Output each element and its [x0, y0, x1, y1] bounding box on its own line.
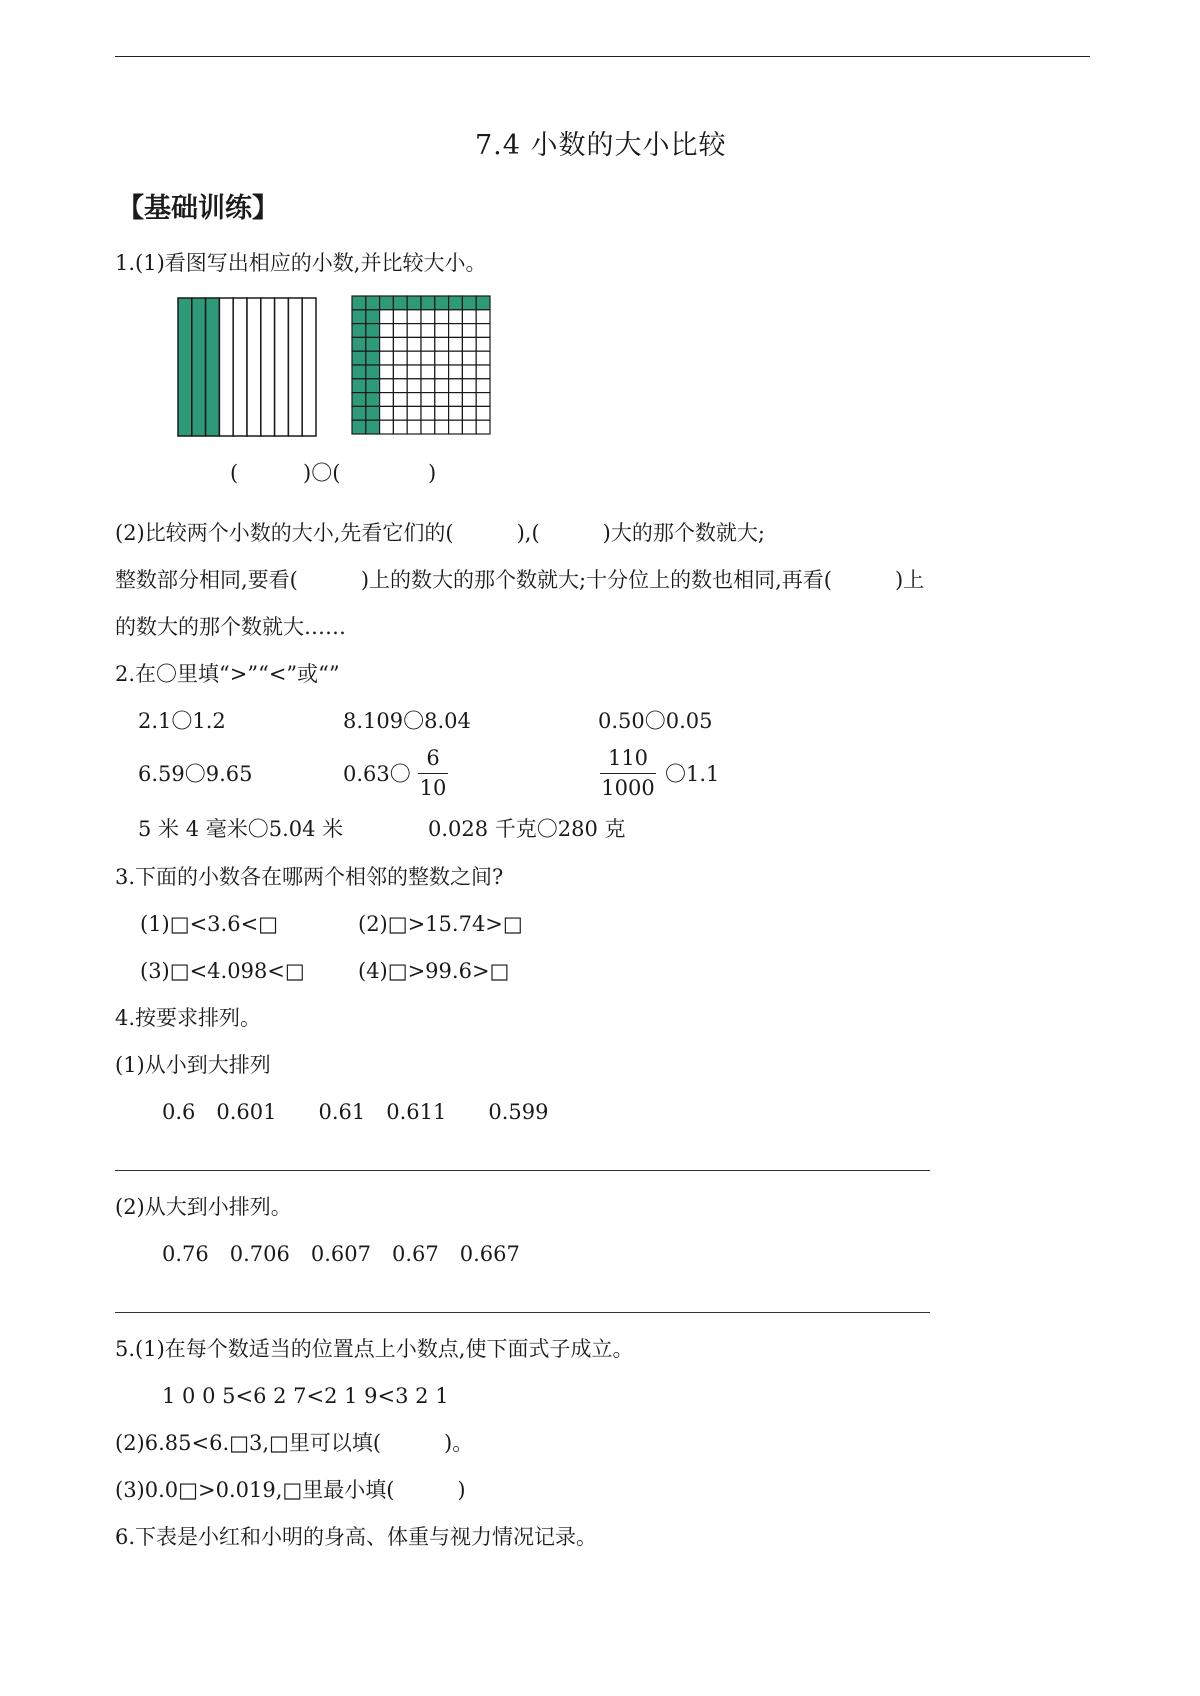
- hundredths-cell: [380, 351, 394, 365]
- hundredths-cell: [380, 420, 394, 434]
- hundredths-cell: [380, 337, 394, 351]
- tenths-strip: [261, 298, 275, 436]
- q2-item: 2.1〇1.2: [138, 709, 226, 733]
- hundredths-cell: [435, 420, 449, 434]
- q4-sub1-numbers: 0.6 0.601 0.61 0.611 0.599: [162, 1100, 549, 1124]
- hundredths-cell: [462, 365, 476, 379]
- q1-blank-compare: )〇(: [303, 461, 341, 485]
- hundredths-cell: [407, 406, 421, 420]
- fraction-denominator: 10: [419, 776, 447, 800]
- fraction-numerator: 110: [607, 746, 649, 770]
- hundredths-cell: [393, 351, 407, 365]
- hundredths-cell: [407, 351, 421, 365]
- q2-item-prefix: 0.63〇: [343, 762, 411, 786]
- q1-part2-line3: 的数大的那个数就大……: [115, 615, 346, 639]
- hundredths-cell: [393, 337, 407, 351]
- hundredths-cell: [407, 337, 421, 351]
- tenths-strip: [275, 298, 289, 436]
- hundredths-cell: [380, 406, 394, 420]
- q2-item: 8.109〇8.04: [343, 709, 471, 733]
- fraction-numerator: 6: [426, 746, 440, 770]
- tenths-strip: [206, 298, 220, 436]
- hundredths-cell: [435, 296, 449, 310]
- hundredths-cell: [421, 351, 435, 365]
- hundredths-cell: [476, 310, 490, 324]
- hundredths-cell: [476, 296, 490, 310]
- q4-heading: 4.按要求排列。: [115, 1006, 262, 1030]
- hundredths-cell: [435, 337, 449, 351]
- hundredths-cell: [366, 351, 380, 365]
- header-rule: [115, 56, 1090, 57]
- hundredths-cell: [462, 310, 476, 324]
- hundredths-cell: [352, 420, 366, 434]
- hundredths-cell: [366, 296, 380, 310]
- hundredths-cell: [407, 365, 421, 379]
- hundredths-cell: [393, 296, 407, 310]
- hundredths-cell: [449, 296, 463, 310]
- hundredths-cell: [449, 351, 463, 365]
- q3-item: (1)□<3.6<□: [140, 912, 279, 936]
- hundredths-cell: [435, 379, 449, 393]
- tenths-strip: [178, 298, 192, 436]
- q5-part3: (3)0.0□>0.019,□里最小填( ): [115, 1478, 466, 1502]
- hundredths-cell: [476, 420, 490, 434]
- hundredths-cell: [407, 420, 421, 434]
- tenths-grid: [178, 298, 316, 436]
- hundredths-cell: [366, 365, 380, 379]
- hundredths-cell: [462, 406, 476, 420]
- fraction-denominator: 1000: [601, 776, 655, 800]
- q2-fraction: [600, 748, 656, 799]
- hundredths-cell: [380, 393, 394, 407]
- hundredths-cell: [366, 379, 380, 393]
- tenths-strip: [192, 298, 206, 436]
- q4-answer-line-2: [115, 1312, 930, 1313]
- hundredths-cell: [352, 324, 366, 338]
- hundredths-cell: [366, 310, 380, 324]
- hundredths-cell: [366, 324, 380, 338]
- hundredths-cell: [352, 296, 366, 310]
- q2-heading: 2.在〇里填“>”“<”或“”: [115, 662, 340, 686]
- hundredths-cell: [393, 365, 407, 379]
- q1-part1-text: 1.(1)看图写出相应的小数,并比较大小。: [115, 251, 487, 275]
- hundredths-cell: [449, 406, 463, 420]
- hundredths-cell: [352, 365, 366, 379]
- hundredths-cell: [449, 393, 463, 407]
- q3-heading: 3.下面的小数各在哪两个相邻的整数之间?: [115, 865, 504, 889]
- tenths-strip: [219, 298, 233, 436]
- hundredths-cell: [435, 365, 449, 379]
- hundredths-cell: [366, 406, 380, 420]
- hundredths-cell: [476, 379, 490, 393]
- hundredths-cell: [380, 324, 394, 338]
- tenths-strip: [288, 298, 302, 436]
- hundredths-cell: [476, 337, 490, 351]
- q2-item: 0.028 千克〇280 克: [428, 817, 626, 841]
- q3-item: (2)□>15.74>□: [358, 912, 523, 936]
- hundredths-cell: [421, 420, 435, 434]
- hundredths-cell: [421, 337, 435, 351]
- hundredths-cell: [462, 393, 476, 407]
- hundredths-cell: [449, 337, 463, 351]
- hundredths-cell: [476, 365, 490, 379]
- hundredths-grid: [352, 296, 490, 434]
- hundredths-cell: [476, 324, 490, 338]
- q6-heading: 6.下表是小红和小明的身高、体重与视力情况记录。: [115, 1525, 598, 1549]
- hundredths-cell: [435, 324, 449, 338]
- hundredths-cell: [407, 296, 421, 310]
- q4-sub2-numbers: 0.76 0.706 0.607 0.67 0.667: [162, 1242, 520, 1266]
- hundredths-cell: [462, 420, 476, 434]
- hundredths-cell: [393, 310, 407, 324]
- q1-blank-right: ): [428, 461, 437, 485]
- q2-item-suffix: 〇1.1: [665, 762, 720, 786]
- hundredths-cell: [366, 337, 380, 351]
- q2-item: 6.59〇9.65: [138, 762, 253, 786]
- q1-part2-line2: 整数部分相同,要看( )上的数大的那个数就大;十分位上的数也相同,再看( )上: [115, 568, 925, 592]
- hundredths-cell: [476, 393, 490, 407]
- hundredths-cell: [462, 379, 476, 393]
- hundredths-cell: [462, 324, 476, 338]
- hundredths-cell: [352, 351, 366, 365]
- hundredths-cell: [366, 393, 380, 407]
- hundredths-cell: [393, 324, 407, 338]
- hundredths-cell: [449, 324, 463, 338]
- hundredths-cell: [435, 393, 449, 407]
- hundredths-cell: [462, 296, 476, 310]
- hundredths-cell: [407, 379, 421, 393]
- hundredths-cell: [352, 379, 366, 393]
- q3-item: (4)□>99.6>□: [358, 959, 510, 983]
- hundredths-cell: [449, 379, 463, 393]
- hundredths-cell: [435, 310, 449, 324]
- hundredths-cell: [421, 296, 435, 310]
- hundredths-cell: [421, 393, 435, 407]
- q2-item: 5 米 4 毫米〇5.04 米: [138, 817, 344, 841]
- hundredths-cell: [393, 406, 407, 420]
- hundredths-cell: [476, 406, 490, 420]
- tenths-strip: [302, 298, 316, 436]
- hundredths-cell: [421, 324, 435, 338]
- hundredths-cell: [393, 393, 407, 407]
- hundredths-cell: [366, 420, 380, 434]
- q4-sub1: (1)从小到大排列: [115, 1053, 271, 1077]
- hundredths-cell: [393, 420, 407, 434]
- hundredths-cell: [352, 406, 366, 420]
- hundredths-cell: [352, 337, 366, 351]
- q3-item: (3)□<4.098<□: [140, 959, 305, 983]
- fraction-bar: [418, 773, 448, 774]
- hundredths-cell: [435, 406, 449, 420]
- hundredths-cell: [407, 393, 421, 407]
- hundredths-cell: [421, 406, 435, 420]
- q5-expression: 1 0 0 5<6 2 7<2 1 9<3 2 1: [162, 1384, 449, 1408]
- section-heading: 【基础训练】: [117, 193, 279, 224]
- q4-answer-line-1: [115, 1170, 930, 1171]
- hundredths-cell: [380, 365, 394, 379]
- q5-part2: (2)6.85<6.□3,□里可以填( )。: [115, 1431, 474, 1455]
- fraction-bar: [600, 773, 656, 774]
- q2-item: 0.50〇0.05: [598, 709, 713, 733]
- hundredths-cell: [380, 310, 394, 324]
- page-title: 7.4 小数的大小比较: [475, 130, 727, 161]
- tenths-strip: [233, 298, 247, 436]
- hundredths-cell: [462, 351, 476, 365]
- q1-blank-left: (: [230, 461, 239, 485]
- tenths-strip: [247, 298, 261, 436]
- hundredths-cell: [407, 324, 421, 338]
- hundredths-cell: [407, 310, 421, 324]
- q1-part2-line1: (2)比较两个小数的大小,先看它们的( ),( )大的那个数就大;: [115, 521, 765, 545]
- hundredths-cell: [380, 379, 394, 393]
- hundredths-cell: [421, 365, 435, 379]
- hundredths-cell: [449, 420, 463, 434]
- hundredths-cell: [462, 337, 476, 351]
- hundredths-cell: [352, 310, 366, 324]
- hundredths-cell: [476, 351, 490, 365]
- hundredths-cell: [449, 310, 463, 324]
- hundredths-cell: [421, 379, 435, 393]
- q2-fraction: [418, 748, 448, 799]
- hundredths-cell: [421, 310, 435, 324]
- hundredths-cell: [449, 365, 463, 379]
- q5-heading: 5.(1)在每个数适当的位置点上小数点,使下面式子成立。: [115, 1337, 634, 1361]
- hundredths-cell: [393, 379, 407, 393]
- hundredths-cell: [380, 296, 394, 310]
- hundredths-cell: [352, 393, 366, 407]
- hundredths-cell: [435, 351, 449, 365]
- q4-sub2: (2)从大到小排列。: [115, 1195, 292, 1219]
